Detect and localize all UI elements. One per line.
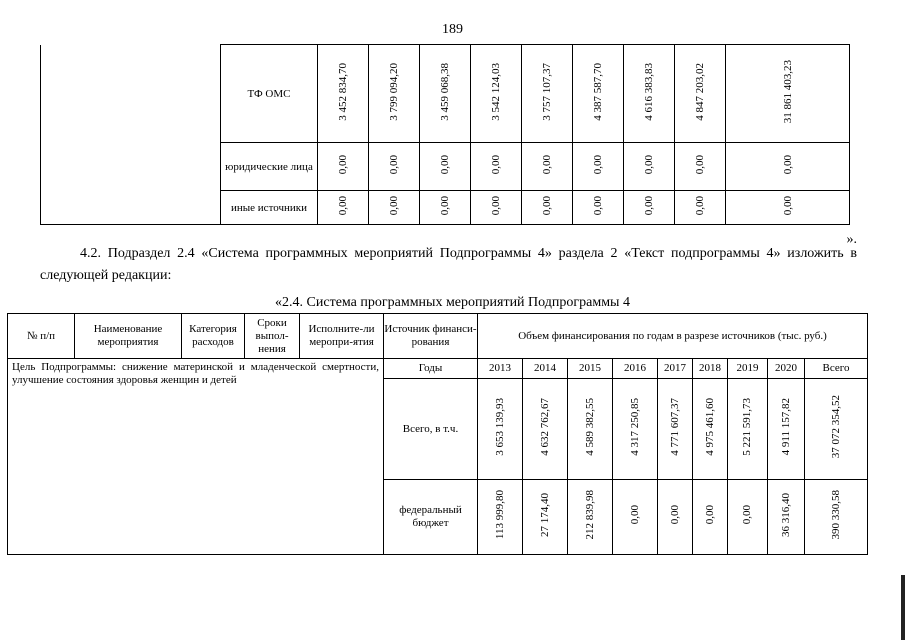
page-number: 189	[442, 22, 463, 37]
header-terms: Сроки выпол-нения	[245, 314, 300, 359]
value-cell: 0,00	[628, 505, 641, 525]
total-cell: 31 861 403,23	[781, 60, 794, 124]
header-category: Категория расходов	[182, 314, 245, 359]
total-cell: 37 072 354,52	[829, 395, 842, 459]
value-cell: 0,00	[337, 155, 349, 175]
years-label: Годы	[384, 359, 478, 379]
funding-sources-table-continued	[40, 44, 850, 225]
value-cell: 4 387 587,70	[592, 63, 604, 121]
value-cell: 0,00	[643, 155, 655, 175]
total-cell: 0,00	[781, 196, 794, 216]
program-measures-table	[7, 313, 868, 555]
value-cell: 0,00	[490, 155, 502, 175]
total-cell: 390 330,58	[829, 490, 842, 540]
source-label: юридические лица	[221, 143, 318, 191]
value-cell: 3 653 139,93	[493, 398, 506, 456]
value-cell: 4 911 157,82	[779, 398, 792, 456]
source-label: иные источники	[221, 191, 318, 225]
value-cell: 4 317 250,85	[628, 398, 641, 456]
amendment-paragraph: 4.2. Подраздел 2.4 «Система программных мероприятий Подпрограммы 4» раздела 2 «Текст подпрограммы 4» изложить в следующей редакции:	[40, 246, 857, 283]
header-volume: Объем финансирования по годам в разрезе источников (тыс. руб.)	[478, 314, 868, 359]
year-cell: 2014	[523, 359, 568, 379]
value-cell: 4 847 203,02	[694, 63, 706, 121]
value-cell: 0,00	[541, 155, 553, 175]
year-cell: 2017	[658, 359, 693, 379]
value-cell: 4 632 762,67	[538, 398, 551, 456]
year-cell: 2019	[728, 359, 768, 379]
year-cell: 2020	[768, 359, 805, 379]
value-cell: 27 174,40	[538, 493, 551, 537]
year-cell: 2013	[478, 359, 523, 379]
table-row	[41, 191, 850, 225]
source-label: ТФ ОМС	[221, 45, 318, 143]
header-num: № п/п	[8, 314, 75, 359]
value-cell: 0,00	[388, 196, 400, 216]
year-cell: 2015	[568, 359, 613, 379]
value-cell: 4 616 383,83	[643, 63, 655, 121]
scan-edge-mark	[901, 575, 905, 640]
goal-text: Цель Подпрограммы: снижение материнской и младенческой смертности, улучшение состояния здоровья женщин и детей	[8, 359, 384, 555]
value-cell: 36 316,40	[779, 493, 792, 537]
value-cell: 4 771 607,37	[668, 398, 681, 456]
value-cell: 212 839,98	[583, 490, 596, 540]
value-cell: 5 221 591,73	[741, 398, 753, 456]
year-cell: 2018	[693, 359, 728, 379]
year-cell: 2016	[613, 359, 658, 379]
value-cell: 0,00	[694, 196, 706, 216]
header-source: Источник финанси-рования	[384, 314, 478, 359]
value-cell: 0,00	[388, 155, 400, 175]
value-cell: 3 542 124,03	[490, 63, 502, 121]
value-cell: 3 757 107,37	[541, 63, 553, 121]
value-cell: 0,00	[668, 505, 681, 525]
years-row	[8, 359, 868, 379]
value-cell: 3 459 068,38	[439, 63, 451, 121]
value-cell: 0,00	[592, 155, 604, 175]
section-heading: «2.4. Система программных мероприятий Подпрограммы 4	[275, 295, 630, 310]
value-cell: 0,00	[541, 196, 553, 216]
row-label: федеральный бюджет	[384, 480, 478, 555]
year-cell-total: Всего	[805, 359, 868, 379]
value-cell: 4 589 382,55	[583, 398, 596, 456]
header-name: Наименование мероприятия	[75, 314, 182, 359]
closing-quote: ».	[846, 232, 857, 247]
value-cell: 0,00	[592, 196, 604, 216]
value-cell: 0,00	[694, 155, 706, 175]
value-cell: 0,00	[490, 196, 502, 216]
table-row	[41, 143, 850, 191]
empty-cell	[41, 143, 221, 191]
total-cell: 0,00	[781, 155, 794, 175]
empty-cell	[41, 45, 221, 143]
empty-cell	[41, 191, 221, 225]
table-row	[41, 45, 850, 143]
value-cell: 113 999,80	[493, 490, 506, 540]
value-cell: 3 452 834,70	[337, 63, 349, 121]
value-cell: 0,00	[439, 196, 451, 216]
row-label: Всего, в т.ч.	[384, 379, 478, 480]
header-row	[8, 314, 868, 359]
value-cell: 0,00	[741, 505, 753, 525]
value-cell: 0,00	[703, 505, 716, 525]
value-cell: 0,00	[643, 196, 655, 216]
value-cell: 0,00	[439, 155, 451, 175]
value-cell: 4 975 461,60	[703, 398, 716, 456]
value-cell: 0,00	[337, 196, 349, 216]
value-cell: 3 799 094,20	[388, 63, 400, 121]
header-executors: Исполните-ли меропри-ятия	[300, 314, 384, 359]
